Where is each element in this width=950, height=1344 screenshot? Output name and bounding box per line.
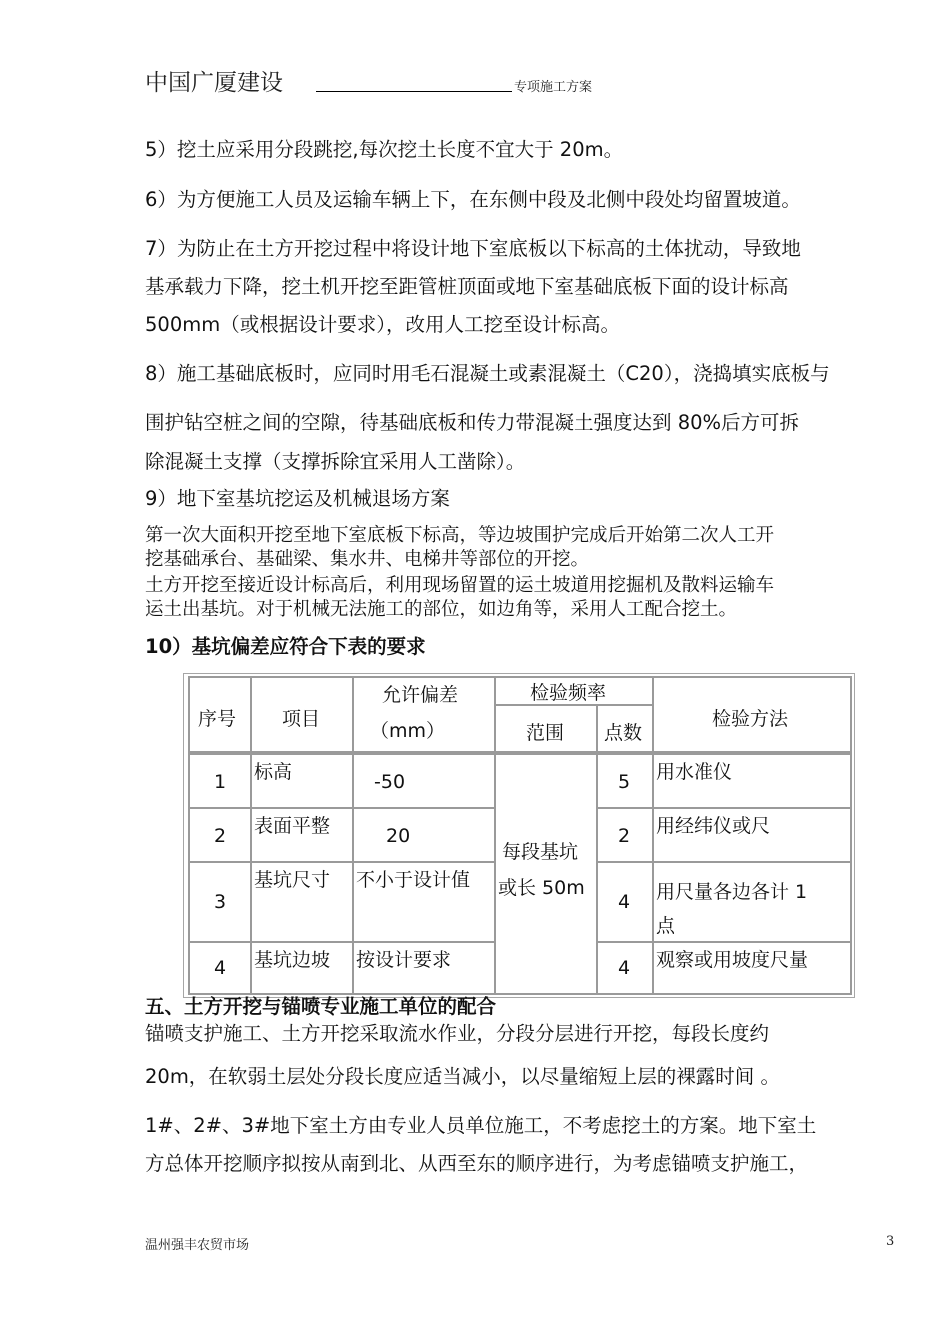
table-cell-no: 2 xyxy=(188,807,252,863)
table-cell-method: 观察或用坡度尺量 xyxy=(652,941,852,995)
section-5-line-2: 20m，在软弱土层处分段长度应适当减小，以尽量缩短上层的裸露时间 。 xyxy=(145,1065,781,1088)
table-cell-method: 用尺量各边各计 1 点 xyxy=(652,861,852,943)
table-cell-no: 4 xyxy=(188,941,252,995)
paragraph-9: 9）地下室基坑挖运及机械退场方案 xyxy=(145,487,450,510)
paragraph-9a-line-2: 挖基础承台、基础梁、集水井、电梯井等部位的开挖。 xyxy=(145,549,590,570)
table-cell-item: 标高 xyxy=(250,753,354,809)
table-cell-range-merged: 每段基坑 或长 50m xyxy=(494,753,598,995)
table-header-range: 范围 xyxy=(494,704,598,753)
paragraph-5: 5）挖土应采用分段跳挖,每次挖土长度不宜大于 20m。 xyxy=(145,138,624,161)
header-company: 中国广厦建设 xyxy=(145,70,283,96)
paragraph-8-line-2: 围护钻空桩之间的空隙，待基础底板和传力带混凝土强度达到 80%后方可拆 xyxy=(145,411,800,434)
table-cell-no: 1 xyxy=(188,753,252,809)
paragraph-9b-line-1: 土方开挖至接近设计标高后，利用现场留置的运土坡道用挖掘机及散料运输车 xyxy=(145,575,775,596)
table-cell-no: 3 xyxy=(188,861,252,943)
section-5-title: 五、土方开挖与锚喷专业施工单位的配合 xyxy=(145,995,497,1018)
table-header-tolerance: 允许偏差 （mm） xyxy=(352,676,496,753)
table-header-points: 点数 xyxy=(596,704,654,753)
header-doc-title: 专项施工方案 xyxy=(514,80,593,95)
footer-project: 温州强丰农贸市场 xyxy=(145,1238,250,1253)
table-cell-points: 4 xyxy=(596,941,654,995)
table-cell-points: 4 xyxy=(596,861,654,943)
section-5-line-1: 锚喷支护施工、土方开挖采取流水作业，分段分层进行开挖，每段长度约 xyxy=(145,1022,770,1045)
paragraph-7-line-3: 500mm（或根据设计要求），改用人工挖至设计标高。 xyxy=(145,313,620,336)
table-cell-points: 2 xyxy=(596,807,654,863)
table-cell-tolerance: 不小于设计值 xyxy=(352,861,496,943)
table-header-method: 检验方法 xyxy=(652,676,852,753)
paragraph-7-line-2: 基承载力下降，挖土机开挖至距管桩顶面或地下室基础底板下面的设计标高 xyxy=(145,275,789,298)
table-cell-points: 5 xyxy=(596,753,654,809)
paragraph-6: 6）为方便施工人员及运输车辆上下，在东侧中段及北侧中段处均留置坡道。 xyxy=(145,188,801,211)
table-header-frequency: 检验频率 xyxy=(494,676,654,706)
table-cell-tolerance: 20 xyxy=(352,807,496,863)
table-cell-method: 用经纬仪或尺 xyxy=(652,807,852,863)
table-cell-tolerance: -50 xyxy=(352,753,496,809)
paragraph-8-line-3: 除混凝土支撑（支撑拆除宜采用人工凿除）。 xyxy=(145,450,526,473)
table-cell-method: 用水准仪 xyxy=(652,753,852,809)
page-number: 3 xyxy=(886,1234,895,1249)
header-underline xyxy=(316,91,512,92)
table-cell-item: 基坑边坡 xyxy=(250,941,354,995)
paragraph-9a-line-1: 第一次大面积开挖至地下室底板下标高，等边坡围护完成后开始第二次人工开 xyxy=(145,525,775,546)
paragraph-10-heading: 10）基坑偏差应符合下表的要求 xyxy=(145,635,426,658)
table-cell-item: 表面平整 xyxy=(250,807,354,863)
section-5-line-4: 方总体开挖顺序拟按从南到北、从西至东的顺序进行，为考虑锚喷支护施工， xyxy=(145,1152,809,1175)
paragraph-9b-line-2: 运土出基坑。对于机械无法施工的部位，如边角等，采用人工配合挖土。 xyxy=(145,599,738,620)
table-header-no: 序号 xyxy=(188,676,252,753)
paragraph-8-line-1: 8）施工基础底板时，应同时用毛石混凝土或素混凝土（C20），浇捣填实底板与 xyxy=(145,362,830,385)
table-header-item: 项目 xyxy=(250,676,354,753)
paragraph-7-line-1: 7）为防止在土方开挖过程中将设计地下室底板以下标高的土体扰动，导致地 xyxy=(145,237,801,260)
table-cell-tolerance: 按设计要求 xyxy=(352,941,496,995)
table-cell-item: 基坑尺寸 xyxy=(250,861,354,943)
section-5-line-3: 1#、2#、3#地下室土方由专业人员单位施工，不考虑挖土的方案。地下室土 xyxy=(145,1114,817,1137)
